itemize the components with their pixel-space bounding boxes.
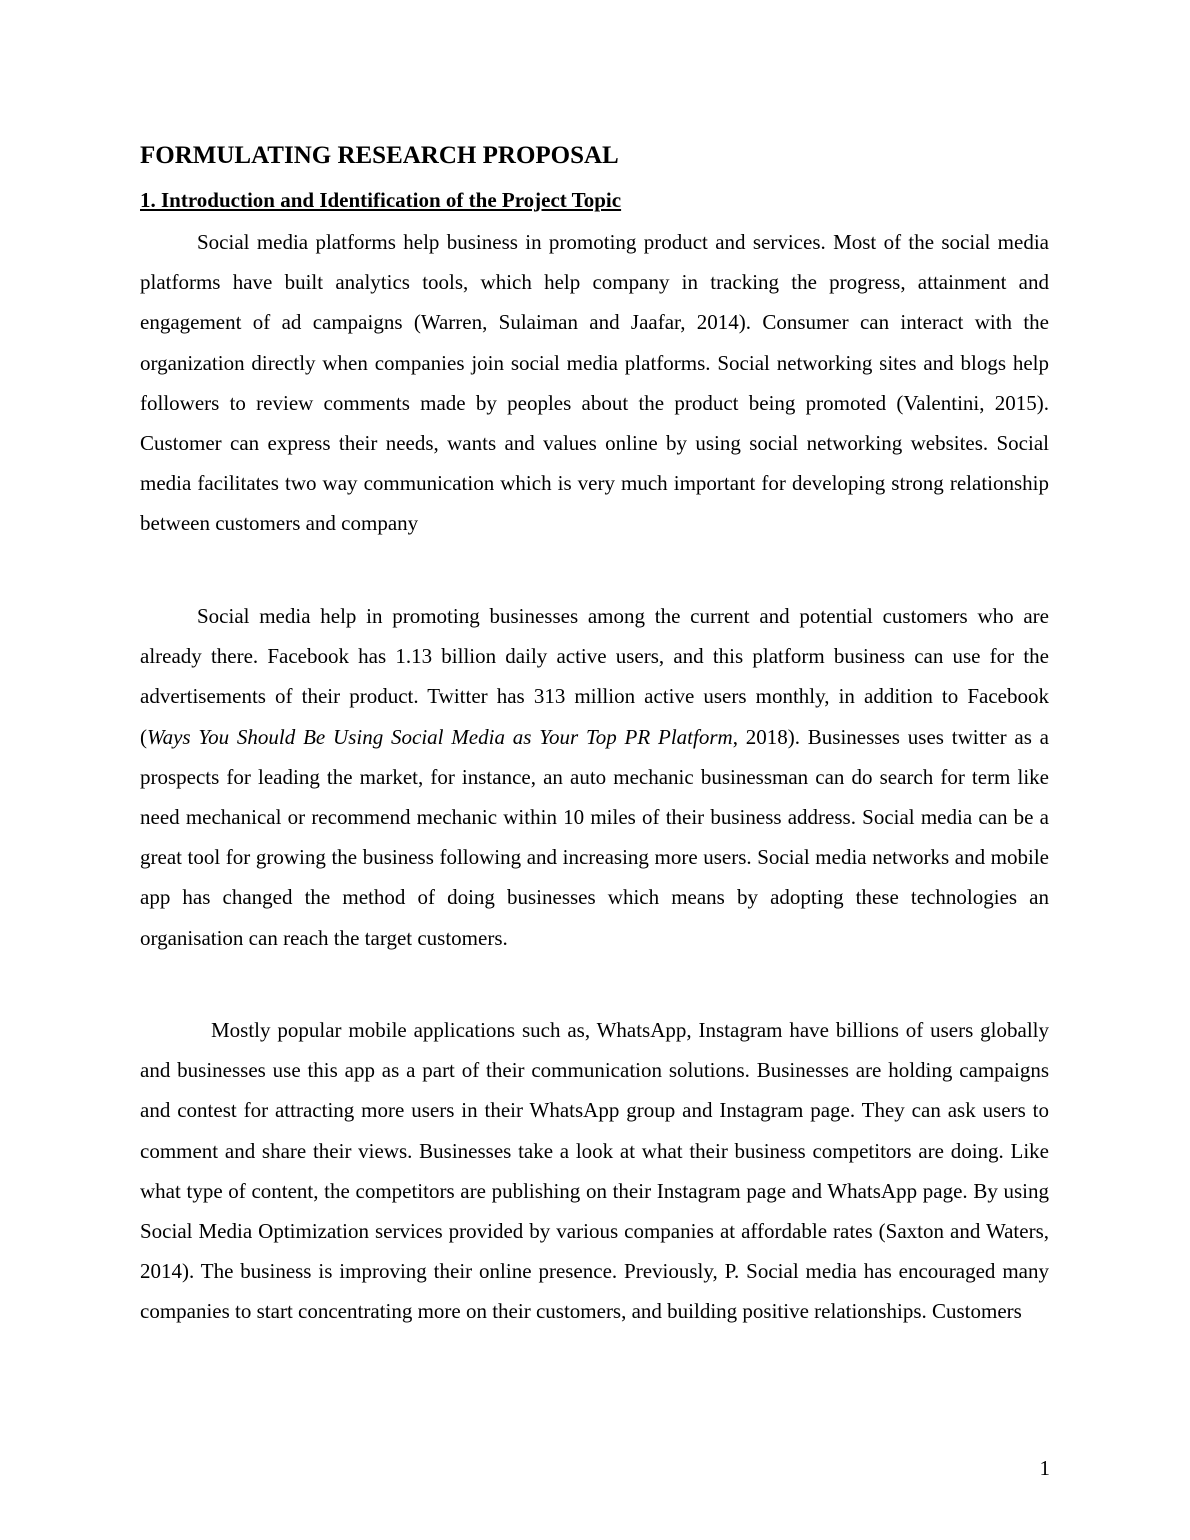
paragraph-3: Mostly popular mobile applications such as, WhatsApp, Instagram have billions of users globally and businesses use this app as a part of their communication solutions. Businesses are holding campaigns and contest for attracting more users in their WhatsApp group and Instagram page. They can ask users to comment and share their views. Businesses take a look at what their business competitors are doing. Like what type of content, the competitors are publishing on their Instagram page and WhatsApp page. By using Social Media Optimization services provided by various companies at affordable rates (Saxton and Waters, 2014). The business is improving their online presence. Previously, P. Social media has encouraged many companies to start concentrating more on their customers, and building positive relationships. Customers xyxy=(140,1018,1049,1324)
paragraph-2-text-start: Social media help in promoting businesses among the current and potential customers who are already there. Facebook has 1.13 billion daily active users, and this platform business can use for the advertisements of their product. Twitter has 313 million active users monthly, in addition to Facebook ( xyxy=(140,604,1049,749)
paragraph-2-citation-title: Ways You Should Be Using Social Media as Your Top PR Platform xyxy=(147,724,733,749)
page-number: 1 xyxy=(1039,1456,1050,1480)
section-heading: 1. Introduction and Identification of the Project Topic xyxy=(140,188,622,212)
paragraph-1: Social media platforms help business in promoting product and services. Most of the social media platforms have built analytics tools, which help company in tracking the progress, attainment and engagement of ad campaigns (Warren, Sulaiman and Jaafar, 2014). Consumer can interact with the organization directly when companies join social media platforms. Social networking sites and blogs help followers to review comments made by peoples about the product being promoted (Valentini, 2015). Customer can express their needs, wants and values online by using social networking websites. Social media facilitates two way communication which is very much important for developing strong relationship between customers and company xyxy=(140,230,1049,536)
paragraph-2 xyxy=(140,596,1049,958)
paragraph-2-text-end: , 2018). Businesses uses twitter as a prospects for leading the market, for instance, an auto mechanic businessman can do search for term like need mechanical or recommend mechanic within 10 miles of their business address. Social media can be a great tool for growing the business following and increasing more users. Social media networks and mobile app has changed the method of doing businesses which means by adopting these technologies an organisation can reach the target customers. xyxy=(140,724,1050,950)
document-title: FORMULATING RESEARCH PROPOSAL xyxy=(140,142,619,169)
